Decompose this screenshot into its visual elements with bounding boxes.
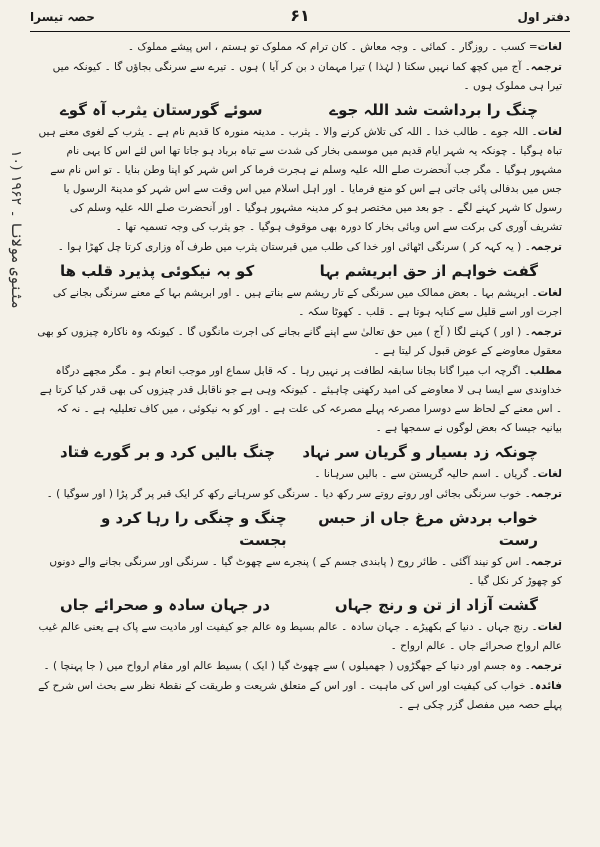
paragraph-label: لغات [537,41,562,53]
paragraph-label: لغات [537,287,562,299]
paragraph-label: ترجمہ [530,326,562,338]
paragraph [36,618,562,656]
verse-second-hemistich: چنگ و چنگی را رہا کرد و بجست [100,509,287,549]
verse-first-hemistich: گفت خواہم از حق ابریشم بہا [319,262,538,280]
paragraph-text: ۔ ( یہ کہہ کر ) سرنگی اٹھائی اور خدا کی طلب میں قبرستان یثرب میں طرف آہ وزاری کرتا چل کھڑا ہوا ۔ [57,241,531,253]
verse-second-hemistich: سوئے گورستان یثرب آہ گوے [60,101,263,119]
verse-line [36,260,562,282]
page-number: ۶۱ [290,6,310,25]
paragraph-text: ۔ اس کو نیند آگئی ۔ طائر روح ( پابندی جسم کے ) پنجرے سے چھوٹ گیا ۔ سرنگی اور سرنگی بجانے والے دونوں کو چھوڑ کر نکل گیا ۔ [49,556,562,587]
paragraph-text: ۔ ( اور ) کہنے لگا ( آج ) میں حق تعالیٰ سے اپنے گانے بجانے کی اجرت مانگوں گا ۔ کیونکہ وہ ناکارہ چیزوں کو بھی معقول معاوضے کے عوض قبول کر لیتا ہے ۔ [37,326,562,357]
paragraph-text: ۔ وہ جسم اور دنیا کے جھگڑوں ( جھمیلوں ) سے چھوٹ گیا ( ایک ) بسیط عالم اور مقام ارواح میں ( جا پہنچا ) ۔ [43,660,531,672]
paragraph-label: ترجمہ [530,556,562,568]
paragraph-label: ترجمہ [530,488,562,500]
paragraph-text: ۔ اگرچہ اب میرا گانا بجانا سابقہ لطافت پر نہیں رہا ۔ کہ قابل سماع اور موجب انعام ہو ۔ مگر مجھے درگاہ خداوندی سے ایسا ہی لا معاوضے کی امید رکھنی چاہیئے ۔ کیونکہ وہی ہے جو ناقابل قدر چیزوں کی بھی قدر کیا کرتا ہے ۔ اس معنے کے لحاظ سے دوسرا مصرعہ پہلے مصرعہ کی علت ہے ۔ اور کو بہ نیکوئی ، میں کاف تعلیلیہ ہے ۔ نہ کہ بیانیہ جیسا کہ بعض لوگوں نے سمجھا ہے ۔ [39,365,562,434]
verse-line [36,507,562,551]
verse-second-hemistich: در جہان سادہ و صحرائے جاں [60,596,271,614]
paragraph-text: ۔ رنج جہاں ۔ دنیا کے بکھیڑے ۔ جہان سادہ ۔ عالم بسیط وہ عالم جو کیفیت اور مادیت سے پاک ہے یعنی عالم غیب عالم ارواح صحرائے جاں ۔ عالم ارواح ۔ [38,621,562,652]
verse-second-hemistich: چنگ بالیں کرد و بر گورے فتاد [60,443,276,461]
verse-first-hemistich: خواب بردش مرغ جاں از حبس رست [318,509,538,549]
page-body [36,38,562,838]
verse-first-hemistich: گشت آزاد از تن و رنج جہاں [334,596,538,614]
verse-first-hemistich: چونکہ زد بسیار و گریان سر نہاد [302,443,538,461]
header-volume: دفتر اول [517,10,570,24]
verse-line [36,99,562,121]
paragraph [36,465,562,484]
verse-first-hemistich: چنگ را برداشت شد اللہ جوے [329,101,538,119]
paragraph [36,238,562,257]
verse-line [36,594,562,616]
paragraph [36,123,562,237]
header-part: حصہ تیسرا [30,10,95,24]
paragraph-label: لغات [537,468,562,480]
paragraph-label: مطلب [529,365,562,377]
paragraph-label: ترجمہ [530,61,562,73]
paragraph-text: = کسب ۔ روزگار ۔ کمائی ۔ وجہ معاش ۔ کان ترام کہ مملوک تو ہستم ، اس پیشے مملوک ۔ [127,41,538,53]
paragraph-label: فائدہ [535,680,562,692]
paragraph-label: لغات [537,126,562,138]
paragraph [36,58,562,96]
paragraph-label: ترجمہ [530,241,562,253]
paragraph-label: ترجمہ [530,660,562,672]
paragraph-text: ۔ خوب سرنگی بجائی اور روتے روتے سر رکھ دیا ۔ سرنگی کو سرہانے رکھ کر ایک قبر پر گر پڑا ( اور سوگیا ) ۔ [46,488,531,500]
paragraph-text: ۔ ابریشم بہا ۔ بعض ممالک میں سرنگی کے تار ریشم سے بناتے ہیں ۔ اور ابریشم بہا کے معنے سرنگی بجانے کی اجرت اور اسے قلیل سے کنایہ ہوتا ہے ۔ قلب ۔ کھوٹا سکہ ۔ [52,287,562,318]
paragraph [36,323,562,361]
header-rule [30,31,570,32]
page-header [30,6,570,32]
paragraph [36,657,562,676]
paragraph-label: لغات [537,621,562,633]
paragraph [36,362,562,438]
paragraph-text: ۔ اللہ جوے ۔ طالب خدا ۔ اللہ کی تلاش کرنے والا ۔ یثرب ۔ مدینہ منورہ کا قدیم نام ہے ۔ یثرب کے لغوی معنے ہیں تباہ ہوگیا ۔ چونکہ یہ شہر ایام قدیم میں موسمی بخار کی شدت سے تباہ برباد ہو جاتا تھا اس لئے اس کا یہی نام مشہور ہوگیا ۔ مگر جب آنحضرت صلے اللہ علیہ وسلم نے ہجرت فرما کر اس شہر کو اپنا وطن بنایا ۔ تو اس نام سے جس میں بدفالی پائی جاتی ہے اس کو منع فرمایا ۔ اور اہل اسلام میں اس وقت سے اس شہر کو مدینۃ الرسول یا رسول کا شہر کہنے لگے ۔ جو بعد میں مختصر ہو کر مدینہ مشہور ہوگیا ۔ اور آنحضرت صلے اللہ علیہ وسلم کی تشریف آوری کی برکت سے اس وبائی بخار کا دورہ بھی موقوف ہوگیا ۔ جو یثرب کی وجہ تسمیہ تھا ۔ [38,126,562,233]
paragraph-text: ۔ آج میں کچھ کما نہیں سکتا ( لہٰذا ) تیرا مہمان د بن کر آیا ) ہوں ۔ تیرے سے سرنگی بجاؤں گا ۔ کیونکہ میں تیرا ہی مملوک ہوں ۔ [52,61,562,92]
verse-second-hemistich: کو بہ نیکوئی پذیرد قلب ھا [60,262,255,280]
verse-line [36,441,562,463]
paragraph [36,284,562,322]
margin-handwritten-note: ۱۰) مثنوی مولانا ۔ ۱۹۶۲ [8,150,24,309]
paragraph [36,38,562,57]
paragraph [36,485,562,504]
paragraph [36,677,562,715]
paragraph-text: ۔ خواب کی کیفیت اور اس کی ماہیت ۔ اور اس کے متعلق شریعت و طریقت کے نقطۂ نظر سے بحث اس شرح کے پہلے حصہ میں مفصل گزر چکی ہے ۔ [38,680,562,711]
paragraph [36,553,562,591]
paragraph-text: ۔ گریاں ۔ اسم حالیہ گریستن سے ۔ بالیں سرہانا ۔ [314,468,538,480]
